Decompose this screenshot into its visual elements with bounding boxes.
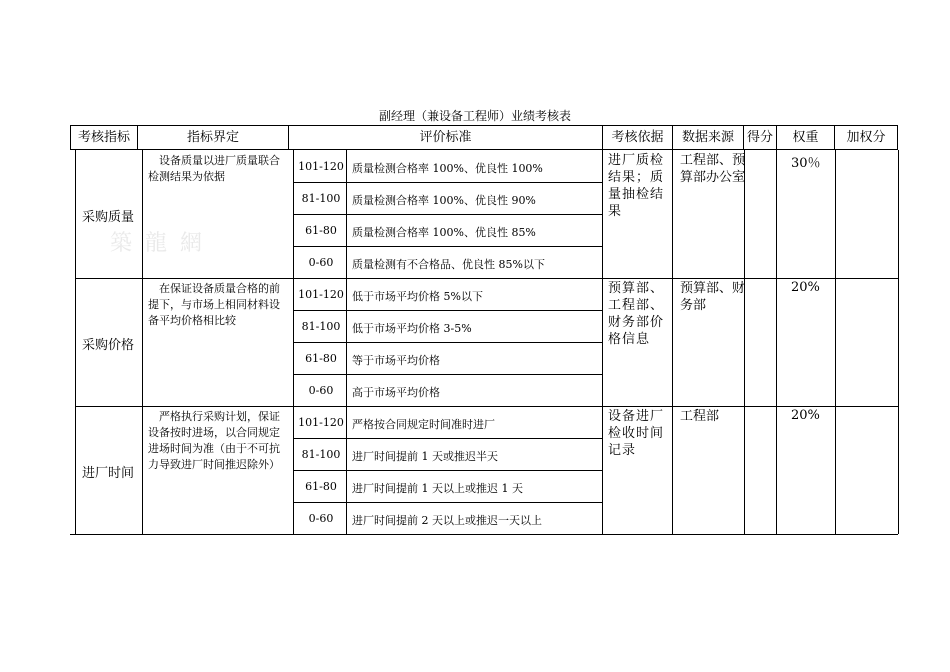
grid-line	[293, 374, 602, 375]
criteria-text: 高于市场平均价格	[352, 386, 440, 399]
definition-cell: 在保证设备质量合格的前提下，与市场上相同材料设备平均价格相比较	[148, 282, 280, 327]
source-cell: 预算部、财务部	[680, 281, 746, 313]
basis-cell: 进厂质检结果；质量抽检结果	[608, 153, 665, 219]
page-title: 副经理（兼设备工程师）业绩考核表	[378, 109, 571, 123]
criteria-text: 质量检测合格率 100%、优良性 100%	[352, 162, 543, 175]
grid-line	[293, 182, 602, 183]
score-range: 61-80	[305, 224, 337, 237]
source-cell: 工程部、预算部办公室	[680, 153, 746, 185]
criteria-text: 低于市场平均价格 3-5%	[352, 322, 472, 335]
header-criteria: 评价标准	[288, 125, 602, 150]
definition-cell: 严格执行采购计划，保证设备按时进场，以合同规定进场时间为准（由于不可抗力导致进厂时间推迟除外）	[148, 410, 280, 471]
grid-line	[293, 502, 602, 503]
header-definition: 指标界定	[137, 125, 288, 150]
score-range: 0-60	[308, 384, 334, 397]
grid-line	[898, 150, 899, 534]
grid-line	[744, 150, 745, 534]
grid-line	[142, 150, 143, 534]
score-range: 101-120	[298, 288, 344, 301]
criteria-text: 低于市场平均价格 5%以下	[352, 290, 483, 303]
weight-cell: 30％	[791, 156, 821, 171]
criteria-text: 进厂时间提前 1 天以上或推迟 1 天	[352, 482, 523, 495]
definition-cell: 设备质量以进厂质量联合检测结果为依据	[148, 154, 280, 183]
weight-cell: 20%	[791, 408, 820, 423]
header-score: 得分	[743, 125, 776, 150]
score-range: 61-80	[305, 352, 337, 365]
criteria-text: 严格按合同规定时间准时进厂	[352, 418, 495, 431]
grid-line	[835, 150, 836, 534]
grid-line	[293, 246, 602, 247]
grid-line	[602, 150, 603, 534]
grid-line	[776, 150, 777, 534]
basis-cell: 设备进厂检收时间记录	[608, 409, 665, 458]
indicator-cell: 进厂时间	[82, 466, 135, 481]
criteria-text: 进厂时间提前 2 天以上或推迟一天以上	[352, 514, 542, 527]
indicator-cell: 采购价格	[82, 338, 135, 353]
header-source: 数据来源	[672, 125, 743, 150]
score-range: 81-100	[301, 448, 341, 461]
weight-cell: 20%	[791, 280, 820, 295]
grid-line	[293, 342, 602, 343]
watermark: 築 龍 網	[110, 231, 205, 256]
grid-line	[293, 470, 602, 471]
grid-line	[75, 406, 898, 407]
header-basis: 考核依据	[602, 125, 672, 150]
criteria-text: 等于市场平均价格	[352, 354, 440, 367]
criteria-text: 进厂时间提前 1 天或推迟半天	[352, 450, 498, 463]
basis-cell: 预算部、工程部、财务部价格信息	[608, 281, 665, 347]
grid-line	[75, 278, 898, 279]
source-cell: 工程部	[680, 409, 720, 424]
criteria-text: 质量检测合格率 100%、优良性 90%	[352, 194, 536, 207]
grid-line	[293, 310, 602, 311]
header-weight: 权重	[776, 125, 834, 150]
score-range: 81-100	[301, 192, 341, 205]
grid-line	[293, 438, 602, 439]
criteria-text: 质量检测合格率 100%、优良性 85%	[352, 226, 536, 239]
criteria-text: 质量检测有不合格品、优良性 85%以下	[352, 258, 545, 271]
indicator-cell: 采购质量	[82, 210, 135, 225]
score-range: 61-80	[305, 480, 337, 493]
header-indicator: 考核指标	[70, 125, 137, 150]
score-range: 101-120	[298, 416, 344, 429]
grid-line	[75, 150, 76, 534]
score-range: 0-60	[308, 512, 334, 525]
score-range: 81-100	[301, 320, 341, 333]
score-range: 101-120	[298, 160, 344, 173]
score-range: 0-60	[308, 256, 334, 269]
grid-line	[70, 534, 898, 535]
grid-line	[293, 214, 602, 215]
header-weighted-score: 加权分	[834, 125, 898, 150]
